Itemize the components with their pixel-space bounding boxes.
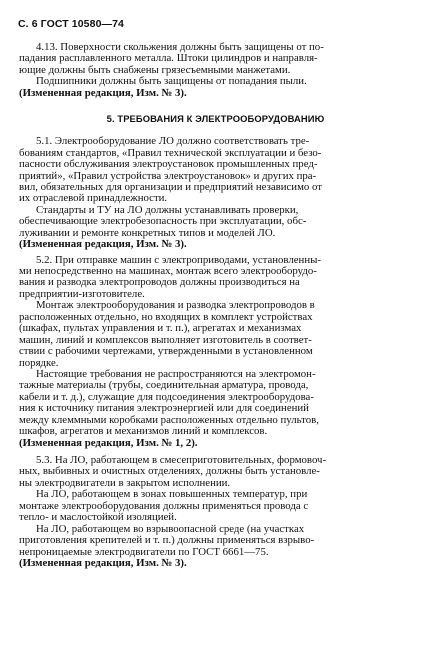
text-line: Настоящие требования не распространяются на электромон- [36, 368, 316, 380]
text-line: ствии с рабочими чертежами, утвержденными в установленном [19, 346, 313, 358]
document-body [19, 42, 412, 569]
clause-4-13 [19, 42, 412, 99]
text-line: пасности обслуживания электроустановок промышленных пред- [19, 159, 318, 171]
text-line: 5.2. При отправке машин с электроприводами, установленны- [36, 254, 321, 266]
text-line: машин, линий и комплексов выполняет изготовитель в соответ- [19, 334, 312, 346]
clause-5-1 [19, 136, 412, 250]
text-line: монтаже электрооборудования должны применяться провода с [19, 500, 309, 512]
text-line: порядке. [19, 357, 59, 369]
text-line: непроницаемые электродвигатели по ГОСТ 6661—75. [19, 546, 269, 558]
text-line: (шкафах, пультах управления и т. п.), агрегатах и механизмах [19, 323, 302, 335]
text-line: ны электродвигатели в закрытом исполнении. [19, 477, 231, 489]
text-line: их отраслевой принадлежности. [19, 193, 168, 205]
text-line: 5.1. Электрооборудование ЛО должно соответствовать тре- [36, 136, 310, 148]
amendment-note: (Измененная редакция, Изм. № 3). [19, 557, 187, 569]
text-line: тажные материалы (трубы, соединительная арматура, провода, [19, 380, 309, 392]
text-line: ния к источнику питания электроэнергией или для соединений [19, 403, 309, 415]
text-line: падания расплавленного металла. Штоки цилиндров и направля- [19, 53, 318, 65]
text-line: шкафов, агрегатов и механизмов линий и комплексов. [19, 426, 268, 438]
text-line: вил, обязательных для организации и предприятий независимо от [19, 181, 322, 193]
text-line: Стандарты и ТУ на ЛО должны устанавливать проверки, [36, 204, 299, 216]
text-line: 5.3. На ЛО, работающем в смесеприготовительных, формовоч- [36, 455, 327, 466]
section-title: 5. ТРЕБОВАНИЯ К ЭЛЕКТРООБОРУДОВАНИЮ [106, 113, 325, 125]
text-line: между клеммными коробками расположенных отдельно пультов, [19, 414, 319, 426]
text-line: луживании и ремонте конкретных типов и моделей ЛО. [19, 227, 276, 239]
text-line: обеспечивающие электробезопасность при эксплуатации, обс- [19, 216, 307, 228]
text-line: На ЛО, работающем в зонах повышенных температур, при [36, 489, 308, 501]
text-line: приготовления крепителей и т. п.) должны применяться взрыво- [19, 535, 315, 547]
text-line: кабели и т. д.), служащие для подсоединения электрооборудова- [19, 391, 314, 403]
text-line: тепло- и маслостойкой изоляцией. [19, 512, 177, 524]
text-line: Монтаж электрооборудования и разводка электропроводов в [36, 300, 315, 312]
text-line: расположенных отдельно, но входящих в комплект устройствах [19, 311, 313, 323]
text-line: 4.13. Поверхности скольжения должны быть защищены от по- [36, 42, 324, 53]
text-line: приятий», «Правил устройства электроустановок» и других пра- [19, 170, 317, 182]
text-line: На ЛО, работающем во взрывоопасной среде (на участках [36, 523, 305, 535]
text-line: бованиям стандартов, «Правил технической эксплуатации и безо- [19, 147, 322, 159]
text-line: вания и разводка электропроводов должны производиться на [19, 277, 300, 289]
amendment-note: (Измененная редакция, Изм. № 3). [19, 239, 187, 251]
page-header: С. 6 ГОСТ 10580—74 [18, 18, 124, 30]
text-line: ных, выбивных и очистных отделениях, должны быть установле- [19, 466, 320, 478]
clause-5-3 [19, 455, 412, 569]
text-line: предприятии-изготовителе. [19, 288, 145, 300]
text-line: Подшипники должны быть защищены от попадания пыли. [36, 76, 307, 88]
clause-5-2 [19, 255, 412, 449]
amendment-note: (Измененная редакция, Изм. № 1, 2). [19, 437, 198, 449]
text-line: ми непосредственно на машинах, монтаж всего электрооборудо- [19, 266, 317, 277]
amendment-note: (Измененная редакция, Изм. № 3). [19, 87, 187, 99]
text-line: ющие должны быть снабжены грязесъемными манжетами. [19, 64, 291, 76]
